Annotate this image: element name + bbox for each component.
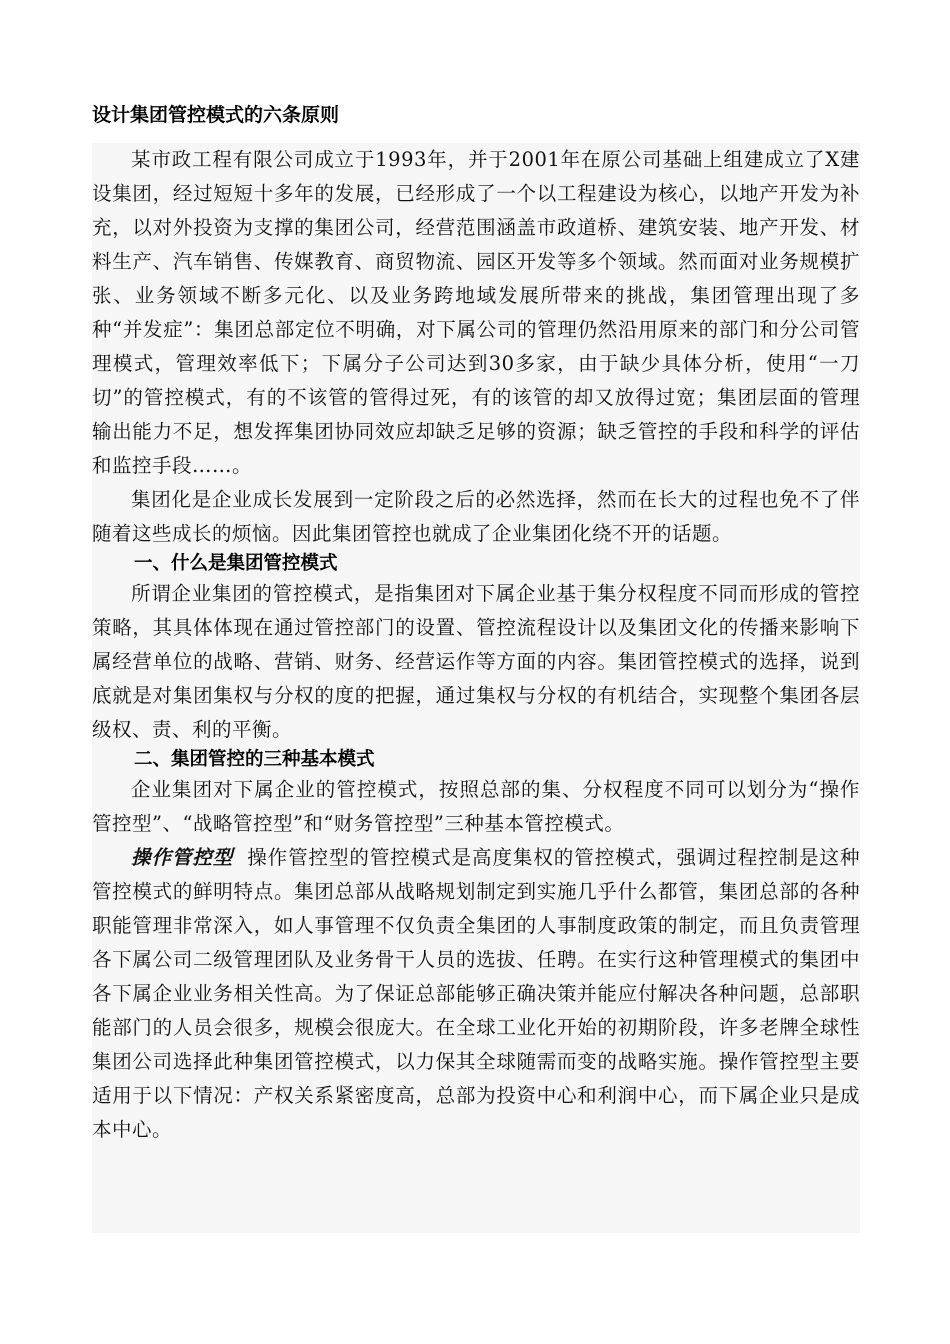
operational-control-text: 操作管控型的管控模式是高度集权的管控模式，强调过程控制是这种管控模式的鲜明特点。集团总部从战略规划制定到实施几乎什么都管，集团总部的各种职能管理非常深入，如人事管理不仅负责全集团的人事制度政策的制定，而且负责管理各下属公司二级管理团队及业务骨干人员的选拔、任聘。在实行这种管理模式的集团中各下属企业业务相关性高。为了保证总部能够正确决策并能应付解决各种问题，总部职能部门的人员会很多，规模会很庞大。在全球工业化开始的初期阶段，许多老牌全球性集团公司选择此种集团管控模式，以力保其全球随需而变的战略实施。操作管控型主要适用于以下情况：产权关系紧密度高，总部为投资中心和利润中心，而下属企业只是成本中心。 — [92, 846, 860, 1141]
intro-paragraph-2: 集团化是企业成长发展到一定阶段之后的必然选择，然而在长大的过程也免不了伴随着这些成长的烦恼。因此集团管控也就成了企业集团化绕不开的话题。 — [92, 488, 860, 545]
operational-control-term: 操作管控型 — [131, 846, 234, 869]
document-title: 设计集团管控模式的六条原则 — [92, 104, 340, 126]
section-heading-what-is-group-control: 一、什么是集团管控模式 — [134, 553, 338, 574]
section-heading-three-basic-modes: 二、集团管控的三种基本模式 — [134, 749, 375, 770]
document-body — [92, 143, 860, 1233]
operational-control-paragraph — [92, 841, 860, 1147]
section1-paragraph: 所谓企业集团的管控模式，是指集团对下属企业基于集分权程度不同而形成的管控策略，其具体体现在通过管控部门的设置、管控流程设计以及集团文化的传播来影响下属经营单位的战略、营销、财务、经营运作等方面的内容。集团管控模式的选择，说到底就是对集团集权与分权的度的把握，通过集权与分权的有机结合，实现整个集团各层级权、责、利的平衡。 — [92, 582, 860, 741]
intro-paragraph-1: 某市政工程有限公司成立于1993年，并于2001年在原公司基础上组建成立了X建设集团，经过短短十多年的发展，已经形成了一个以工程建设为核心，以地产开发为补充，以对外投资为支撑的集团公司，经营范围涵盖市政道桥、建筑安装、地产开发、材料生产、汽车销售、传媒教育、商贸物流、园区开发等多个领域。然而面对业务规模扩张、业务领域不断多元化、以及业务跨地域发展所带来的挑战，集团管理出现了多种“并发症”：集团总部定位不明确，对下属公司的管理仍然沿用原来的部门和分公司管理模式，管理效率低下；下属分子公司达到30多家，由于缺少具体分析，使用“一刀切”的管控模式，有的不该管的管得过死，有的该管的却又放得过宽；集团层面的管理输出能力不足，想发挥集团协同效应却缺乏足够的资源；缺乏管控的手段和科学的评估和监控手段……。 — [92, 148, 860, 477]
section2-paragraph: 企业集团对下属企业的管控模式，按照总部的集、分权程度不同可以划分为“操作管控型”、“战略管控型”和“财务管控型”三种基本管控模式。 — [92, 778, 860, 835]
